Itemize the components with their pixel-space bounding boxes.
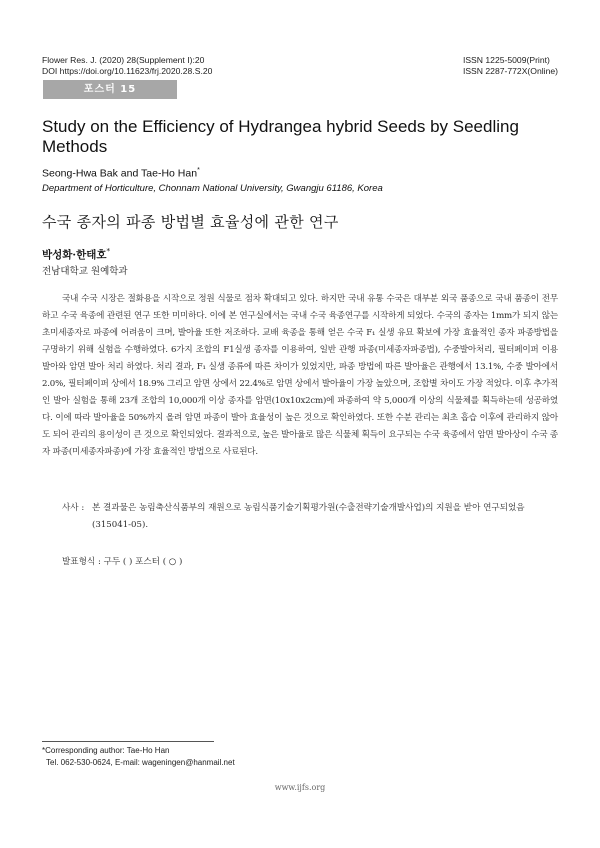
issn-print: ISSN 1225-5009(Print) (462, 55, 550, 65)
contact-info: Tel. 062-530-0624, E-mail: wageningen@hanmail.net (46, 758, 235, 767)
abstract (42, 291, 558, 461)
acknowledgement-label: 사사 : (62, 503, 85, 513)
issn-online: ISSN 2287-772X(Online) (462, 66, 558, 76)
poster-tag: 포스터 15 (43, 80, 177, 99)
authors-english-names: Seong-Hwa Bak and Tae-Ho Han (42, 167, 198, 180)
corresponding-author: *Corresponding author: Tae-Ho Han (42, 746, 170, 755)
grant-number: (315041-05). (92, 520, 149, 530)
title-english: Study on the Efficiency of Hydrangea hybrid Seeds by Seedling Methods (42, 117, 519, 156)
authors-english (42, 167, 200, 180)
acknowledgement-text: 본 결과물은 농림축산식품부의 재원으로 농림식품기술기획평가원(수출전략기술개발사업)의 지원을 받아 연구되었음 (92, 503, 525, 513)
authors-korean-names: 박성화·한태호 (42, 249, 107, 261)
abstract-text: 국내 수국 시장은 절화용을 시작으로 정원 식물로 점차 확대되고 있다. 하지만 국내 유통 수국은 대부분 외국 품종으로 국내 품종이 전무하고 수국 육종에 관련된 연구 또한 미미하다. 이에 본 연구실에서는 국내 수국 육종연구를 시작하게 되었다. 수국의 종자는 1mm가 되지 않는 초미세종자로 파종에 어려움이 크며, 발아율 또한 저조하다. 교배 육종을 통해 얻은 수국 F₁ 실생 유묘 확보에 가장 효율적인 종자 파종방법을 구명하기 위해 실험을 수행하였다. 6가지 조합의 F1실생 종자를 이용하여, 일반 관행 파종(미세종자파종법), 수중발아처리, 필터페이퍼 이용 발아와 암면 발아 처리 하였다. 처리 결과, F₁ 실생 종류에 따른 차이가 있었지만, 파종 방법에 따른 발아율은 관행에서 13.1%, 수중 발아에서 2.0%, 필터페이퍼 상에서 18.9% 그리고 암면 상에서 22.4%로 암면 상에서 발아율이 가장 높았으며, 조합별 차이도 가장 적었다. 이후 추가적인 발아 실험을 통해 23개 조합의 10,000개 이상 종자를 암면(10x10x2cm)에 파종하여 약 5,000개 이상의 식물체를 획득하는데 성공하였다. 이에 따라 발아율을 50%까지 올려 암면 파종이 발아 효율성이 높은 것으로 확인하였다. 또한 수분 관리는 최초 흡습 이후에 관리하지 않아도 되어 관리의 용이성이 큰 것으로 확인되었다. 결과적으로, 높은 발아율로 많은 식물체 획득이 요구되는 수국 육종에서 암면 발아상이 수국 종자 파종(미세종자파종)에 가장 효율적인 방법으로 사료된다. (42, 294, 558, 457)
journal-citation: Flower Res. J. (2020) 28(Supplement I):20 (42, 55, 205, 65)
authors-korean (42, 247, 110, 262)
corresponding-mark: * (197, 167, 200, 174)
presentation-format: 발표형식 : 구두 ( ) 포스터 ( ○ ) (62, 557, 183, 567)
affiliation-english: Department of Horticulture, Chonnam National University, Gwangju 61186, Korea (42, 183, 383, 194)
footnote (42, 745, 235, 769)
title-korean: 수국 종자의 파종 방법별 효율성에 관한 연구 (42, 213, 339, 231)
corresponding-mark-kr: * (106, 247, 111, 256)
affiliation-korean: 전남대학교 원예학과 (42, 266, 128, 277)
acknowledgement (62, 500, 558, 534)
footnote-divider (42, 741, 214, 742)
doi-line: DOI https://doi.org/10.11623/frj.2020.28.S.20 (42, 66, 213, 76)
journal-website: www.ijfs.org (274, 783, 326, 792)
